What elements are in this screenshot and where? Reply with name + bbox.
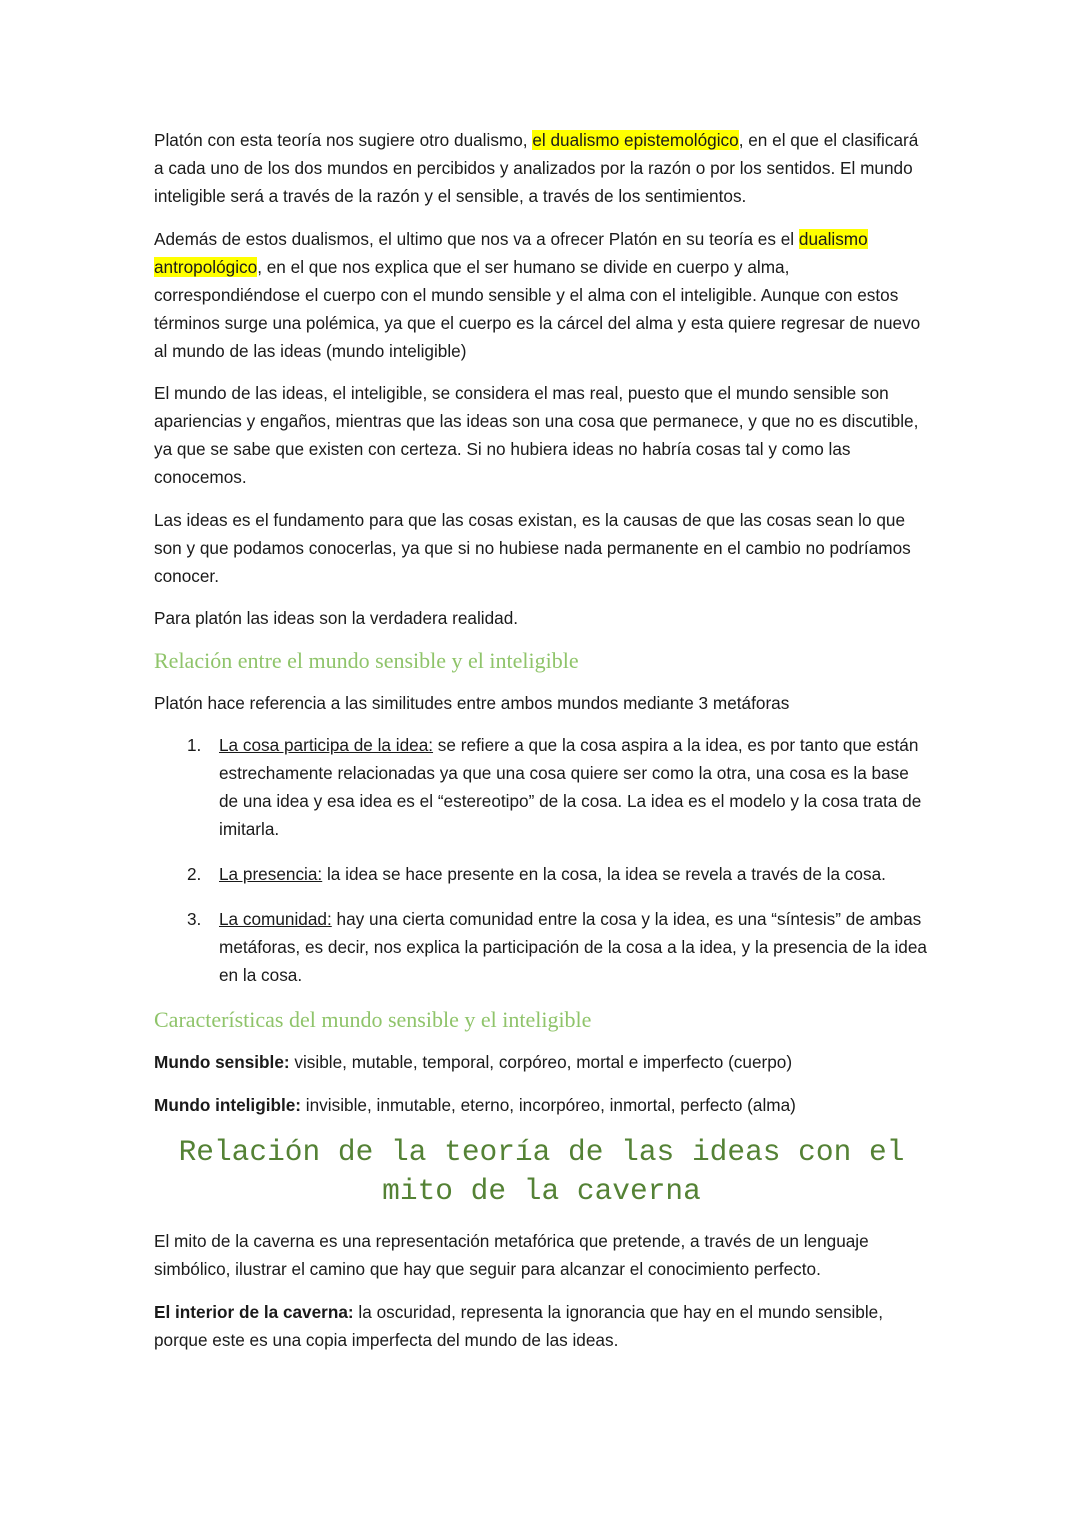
label-mundo-inteligible: Mundo inteligible: bbox=[154, 1094, 302, 1115]
metaforas-list bbox=[154, 731, 929, 989]
heading-caracteristicas: Características del mundo sensible y el inteligible bbox=[154, 1007, 592, 1032]
text: , en el que nos explica que el ser humano se divide en cuerpo y alma, correspondiéndose el cuerpo con el mundo sensible y el alma con el inteligible. Aunque con estos términos surge una polémica, ya que el cuerpo es la cárcel del alma y esta quiere regresar de nuevo al mundo de las ideas (mundo inteligible) bbox=[154, 256, 921, 361]
list-number: 1. bbox=[187, 735, 202, 755]
heading-mito-caverna: Relación de la teoría de las ideas con el mito de la caverna bbox=[178, 1135, 905, 1208]
paragraph-verdadera-realidad: Para platón las ideas son la verdadera realidad. bbox=[154, 608, 519, 628]
list-term: La cosa participa de la idea: bbox=[219, 735, 434, 755]
list-text: hay una cierta comunidad entre la cosa y la idea, es una “síntesis” de ambas metáforas, es decir, nos explica la participación de la cosa a la idea, y la presencia de la idea en la cosa. bbox=[219, 909, 927, 985]
label-interior-caverna: El interior de la caverna: bbox=[154, 1301, 354, 1322]
list-term: La presencia: bbox=[219, 864, 323, 884]
paragraph-epistemologico bbox=[154, 126, 929, 210]
text: invisible, inmutable, eterno, incorpóreo, inmortal, perfecto (alma) bbox=[301, 1094, 796, 1115]
paragraph-mundo-sensible bbox=[154, 1048, 929, 1076]
document-page bbox=[154, 126, 929, 1368]
heading-relacion-mundos: Relación entre el mundo sensible y el inteligible bbox=[154, 647, 579, 673]
label-mundo-sensible: Mundo sensible: bbox=[154, 1052, 290, 1072]
list-number: 2. bbox=[187, 864, 202, 884]
paragraph-fundamento: Las ideas es el fundamento para que las cosas existan, es la causas de que las cosas sean lo que son y que podamos conocerlas, ya que si no hubiese nada permanente en el cambio no podríamos conocer. bbox=[154, 509, 911, 586]
list-term: La comunidad: bbox=[219, 909, 332, 929]
text: , en el que el clasificará a cada uno de los dos mundos en percibidos y analizados por la razón o por los sentidos. El mundo inteligible será a través de la razón y el sensible, a través de los sentimientos. bbox=[154, 130, 919, 206]
paragraph-mundo-ideas: El mundo de las ideas, el inteligible, se considera el mas real, puesto que el mundo sensible son apariencias y engaños, mientras que las ideas son una cosa que permanece, y que no es discutible, ya que se sabe que existen con certeza. Si no hubiera ideas no habría cosas tal y como las conocemos. bbox=[154, 383, 919, 487]
paragraph-caverna-intro: El mito de la caverna es una representación metafórica que pretende, a través de un lenguaje simbólico, ilustrar el camino que hay que seguir para alcanzar el conocimiento perfecto. bbox=[154, 1231, 869, 1279]
text: Platón con esta teoría nos sugiere otro dualismo, bbox=[154, 130, 533, 150]
paragraph-antropologico bbox=[154, 225, 929, 365]
text: visible, mutable, temporal, corpóreo, mortal e imperfecto (cuerpo) bbox=[289, 1052, 793, 1072]
list-item bbox=[154, 905, 929, 989]
list-item bbox=[154, 860, 929, 888]
paragraph-interior-caverna bbox=[154, 1298, 929, 1354]
text: Además de estos dualismos, el ultimo que nos va a ofrecer Platón en su teoría es el bbox=[154, 228, 799, 249]
highlight-dualismo-antropologico: dualismo antropológico bbox=[154, 228, 868, 277]
list-item bbox=[154, 731, 929, 843]
paragraph-metaforas-intro: Platón hace referencia a las similitudes entre ambos mundos mediante 3 metáforas bbox=[154, 692, 790, 713]
list-text: se refiere a que la cosa aspira a la idea, es por tanto que están estrechamente relacionadas ya que una cosa quiere ser como la otra, una cosa es la base de una idea y esa idea es el “estereotipo” de la cosa. La idea es el modelo y la cosa trata de imitarla. bbox=[219, 735, 922, 839]
list-text: la idea se hace presente en la cosa, la idea se revela a través de la cosa. bbox=[322, 864, 886, 884]
paragraph-mundo-inteligible bbox=[154, 1091, 929, 1119]
highlight-dualismo-epistemologico: el dualismo epistemológico bbox=[532, 130, 739, 150]
text: la oscuridad, representa la ignorancia que hay en el mundo sensible, porque este es una copia imperfecta del mundo de las ideas. bbox=[154, 1301, 883, 1350]
list-number: 3. bbox=[187, 909, 202, 929]
